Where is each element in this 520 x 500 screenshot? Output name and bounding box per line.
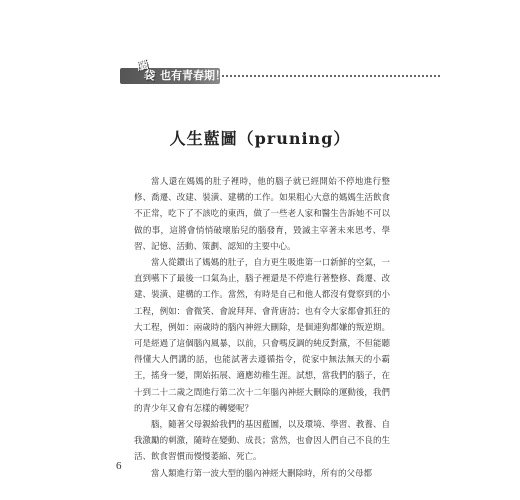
header-dotted-rule [222, 75, 440, 77]
paragraph: 腦，隨著父母親給我們的基因藍圖，以及環境、學習、教養、自我激勵的刺激，隨時在變動、成長；當然，也會因人們自己不良的生活、飲食習慣而慢慢萎縮、死亡。 [134, 420, 390, 463]
section-title: 人生藍圖（pruning） [169, 129, 351, 148]
paragraph: 當人還在媽媽的肚子裡時，他的腦子就已經開始不停地進行整修、喬遷、改建、裝潢、建構的工作。如果粗心大意的媽媽生活飲食不正常，吃下了不該吃的東西，做了一些老人家和醫生告訴她不可以做的事，這將會悄悄破壞胎兒的腦發育，毀滅主宰著未來思考、學習、記憶、活動、策劃、認知的主要中心。 [134, 177, 390, 252]
body-text [134, 174, 390, 482]
page-number: 6 [116, 460, 122, 472]
logo-char-2: 袋 [142, 68, 157, 83]
paragraph: 當人從鑽出了媽媽的肚子，自力更生吸進第一口新鮮的空氣，一直到嚥下了最後一口氣為止，腦子裡還是不停進行著整修、喬遷、改建、裝潢、建構的工作。當然，有時是自己和他人都沒有覺察到的小工程，例如：會微笑、會說拜拜、會背唐詩；也有令大家都會抓狂的大工程，例如：兩歲時的腦內神經大刪除，是個連狗都嫌的叛逆期。可是經過了這個腦內風暴，以前，只會嗎反調的純反對黨，不但能聽得懂大人們講的話，也能試著去遵循指令，從家中無法無天的小霸王，搖身一變，開始拓展、適應幼稚生涯。試想，當我們的腦子，在十到二十二歲之間進行第二次十二年腦內神經大刪除的運動後，我們的青少年又會有怎樣的轉變呢？ [134, 258, 390, 414]
brain-logo [135, 57, 157, 84]
logo-char-1: 腦 [135, 57, 150, 74]
paragraph: 當人類進行第一波大型的腦內神經大刪除時，所有的父母都 [151, 468, 373, 479]
running-header-title: 也有青春期！ [160, 69, 226, 82]
